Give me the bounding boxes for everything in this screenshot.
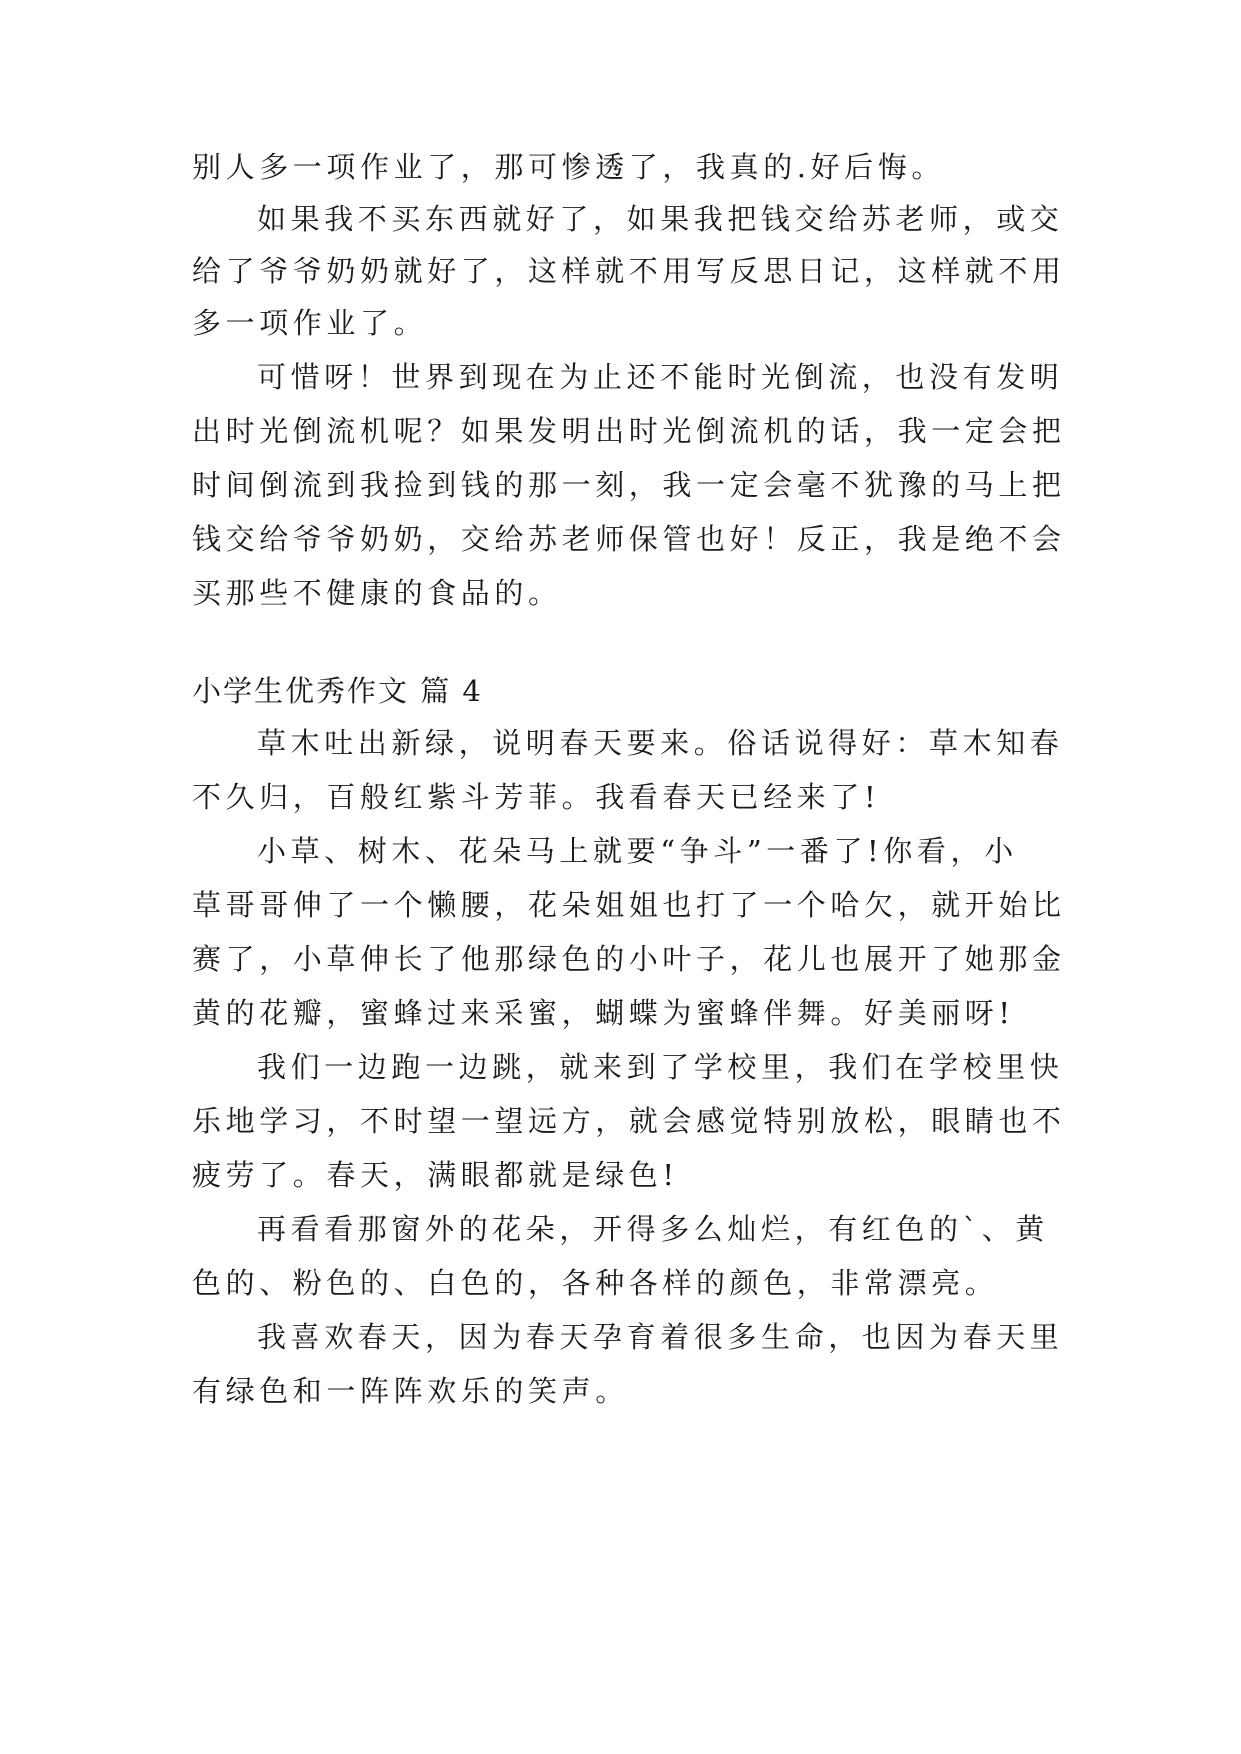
paragraph-start-line: 可惜呀！世界到现在为止还不能时光倒流，也没有发明 xyxy=(257,360,1064,394)
text-line: 草哥哥伸了一个懒腰，花朵姐姐也打了一个哈欠，就开始比 xyxy=(192,888,1066,922)
text-line: 乐地学习，不时望一望远方，就会感觉特别放松，眼睛也不 xyxy=(192,1104,1066,1138)
text-line: 疲劳了。春天，满眼都就是绿色! xyxy=(192,1158,679,1192)
text-line: 钱交给爷爷奶奶，交给苏老师保管也好！反正，我是绝不会 xyxy=(192,522,1066,556)
paragraph-start-line: 我喜欢春天，因为春天孕育着很多生命，也因为春天里 xyxy=(257,1320,1064,1354)
paragraph-start-line: 草木吐出新绿，说明春天要来。俗话说得好：草木知春 xyxy=(257,726,1064,760)
text-line: 赛了，小草伸长了他那绿色的小叶子，花儿也展开了她那金 xyxy=(192,942,1066,976)
text-line: 不久归，百般红紫斗芳菲。我看春天已经来了! xyxy=(192,780,881,814)
paragraph-start-line: 我们一边跑一边跳，就来到了学校里，我们在学校里快 xyxy=(257,1050,1064,1084)
text-line: 多一项作业了。 xyxy=(192,306,428,340)
section-heading: 小学生优秀作文 篇 4 xyxy=(192,674,483,708)
paragraph-start-line: 小草、树木、花朵马上就要“争斗”一番了!你看，小 xyxy=(257,834,1018,868)
text-line: 买那些不健康的食品的。 xyxy=(192,576,562,610)
paragraph-start-line: 再看看那窗外的花朵，开得多么灿烂，有红色的`、黄 xyxy=(257,1212,1049,1246)
text-line: 别人多一项作业了，那可惨透了，我真的.好后悔。 xyxy=(192,150,946,184)
text-line: 时间倒流到我捡到钱的那一刻，我一定会毫不犹豫的马上把 xyxy=(192,468,1066,502)
paragraph-start-line: 如果我不买东西就好了，如果我把钱交给苏老师，或交 xyxy=(257,202,1064,236)
text-line: 黄的花瓣，蜜蜂过来采蜜，蝴蝶为蜜蜂伴舞。好美丽呀! xyxy=(192,996,1015,1030)
text-line: 给了爷爷奶奶就好了，这样就不用写反思日记，这样就不用 xyxy=(192,254,1066,288)
text-line: 有绿色和一阵阵欢乐的笑声。 xyxy=(192,1374,629,1408)
text-line: 色的、粉色的、白色的，各种各样的颜色，非常漂亮。 xyxy=(192,1266,999,1300)
text-line: 出时光倒流机呢？如果发明出时光倒流机的话，我一定会把 xyxy=(192,414,1066,448)
